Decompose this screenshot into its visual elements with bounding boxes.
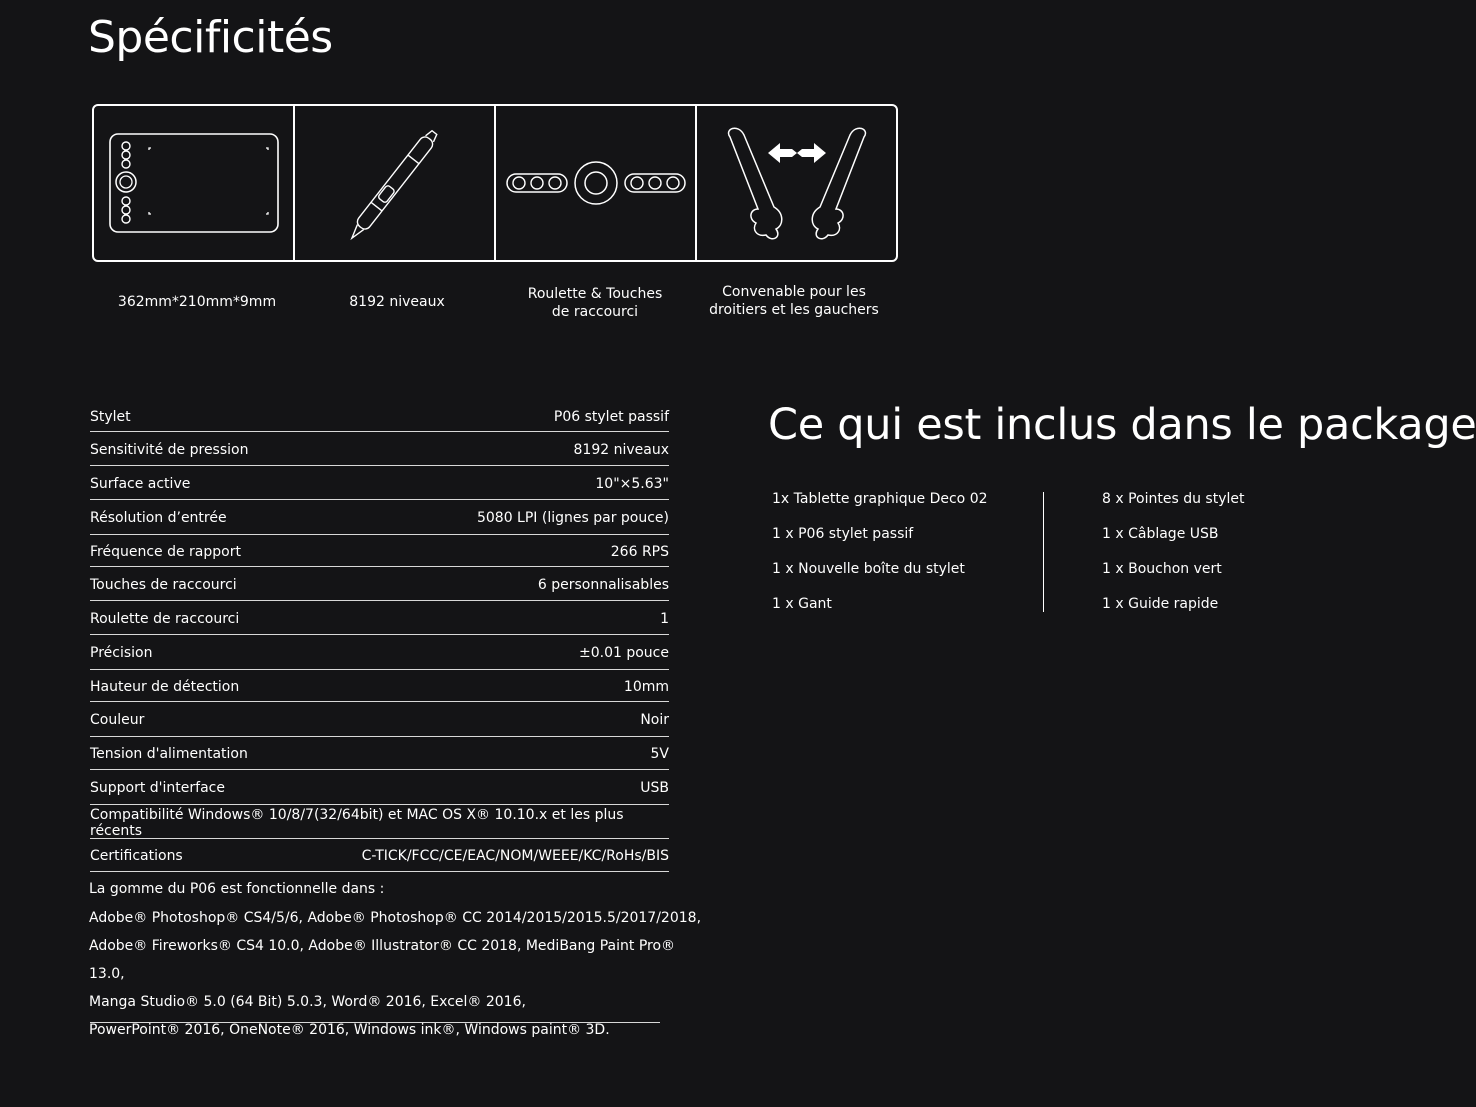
hands-swap-icon (722, 125, 872, 241)
spec-label: Touches de raccourci (90, 576, 237, 593)
spec-value: 10"×5.63" (595, 475, 669, 492)
spec-value: 5080 LPI (lignes par pouce) (476, 510, 669, 526)
spec-label: Résolution d’entrée (90, 510, 227, 526)
eraser-compatibility (89, 874, 709, 1044)
spec-label: Hauteur de détection (90, 678, 240, 695)
spec-label: Stylet (90, 408, 131, 425)
spec-value: 5V (650, 746, 669, 762)
spec-row-pressure (90, 432, 669, 466)
tablet-icon (108, 132, 280, 234)
feature-caption-wheel-line1: Roulette & Touches (527, 286, 663, 302)
spec-row-color (90, 702, 669, 737)
spec-value: 8192 niveaux (573, 441, 669, 458)
feature-caption-hands-line2: droitiers et les gauchers (709, 302, 879, 318)
spec-row-stylus (90, 400, 669, 432)
spec-value: ±0.01 pouce (579, 645, 669, 661)
feature-wheel-keys (496, 106, 697, 260)
feature-caption-hands-line1: Convenable pour les (722, 284, 866, 300)
spec-label: Support d'interface (90, 780, 225, 796)
spec-row-shortcut-wheel (90, 601, 669, 635)
eraser-line: Adobe® Photoshop® CS4/5/6, Adobe® Photoshop® CC 2014/2015/2015.5/2017/2018, (89, 910, 702, 926)
spec-row-active-area (90, 466, 669, 500)
spec-row-compatibility (90, 805, 669, 839)
spec-label: Sensitivité de pression (90, 441, 249, 458)
spec-row-reading-height (90, 670, 669, 702)
feature-tablet (94, 106, 295, 260)
spec-label: Surface active (90, 475, 191, 492)
spec-value: Noir (640, 712, 669, 728)
stylus-pen-icon (325, 118, 465, 248)
feature-pen (295, 106, 496, 260)
spec-row-shortcut-keys (90, 567, 669, 601)
page-title: Spécificités (88, 12, 333, 63)
spec-label: Précision (90, 645, 153, 661)
spec-value: P06 stylet passif (553, 408, 669, 425)
spec-label: Couleur (90, 712, 145, 728)
feature-hands (697, 106, 896, 260)
package-item: 1 x Câblage USB (1102, 526, 1219, 542)
feature-caption-levels: 8192 niveaux (349, 294, 445, 310)
eraser-heading: La gomme du P06 est fonctionnelle dans : (89, 881, 385, 897)
package-list-left (772, 482, 988, 622)
spec-row-resolution (90, 500, 669, 535)
specs-table (90, 400, 669, 872)
spec-row-certifications (90, 839, 669, 872)
package-item: 1 x Gant (772, 596, 832, 612)
spec-row-voltage (90, 737, 669, 770)
spec-label: Fréquence de rapport (90, 543, 241, 560)
spec-value: 266 RPS (610, 543, 669, 560)
feature-caption-wheel-line2: de raccourci (551, 304, 639, 320)
package-item: 1 x Bouchon vert (1102, 561, 1222, 577)
package-divider (1043, 492, 1044, 612)
feature-caption-size: 362mm*210mm*9mm (117, 294, 277, 310)
spec-value: 10mm (623, 678, 669, 695)
spec-row-report-rate (90, 535, 669, 567)
spec-value: USB (640, 780, 669, 796)
spec-label: Compatibilité Windows® 10/8/7(32/64bit) et MAC OS X® 10.10.x et les plus récents (90, 806, 624, 839)
spec-label: Certifications (90, 848, 183, 864)
package-list-right (1102, 482, 1244, 622)
wheel-keys-icon (505, 151, 687, 215)
package-title: Ce qui est inclus dans le package (768, 400, 1476, 450)
eraser-line: Adobe® Fireworks® CS4 10.0, Adobe® Illustrator® CC 2018, MediBang Paint Pro® 13.0, (89, 938, 676, 982)
eraser-line: Manga Studio® 5.0 (64 Bit) 5.0.3, Word® 2016, Excel® 2016, (89, 994, 526, 1010)
spec-value: 1 (660, 610, 669, 627)
divider (90, 1022, 660, 1023)
feature-caption-wheel (495, 285, 695, 321)
package-item: 8 x Pointes du stylet (1102, 491, 1245, 507)
spec-value: 6 personnalisables (537, 576, 669, 593)
package-item: 1x Tablette graphique Deco 02 (772, 491, 988, 507)
spec-label: Tension d'alimentation (90, 746, 248, 762)
feature-caption-hands (694, 283, 894, 319)
spec-value: C-TICK/FCC/CE/EAC/NOM/WEEE/KC/RoHs/BIS (361, 848, 669, 864)
eraser-line: PowerPoint® 2016, OneNote® 2016, Windows ink®, Windows paint® 3D. (89, 1022, 610, 1038)
spec-row-accuracy (90, 635, 669, 670)
package-item: 1 x Nouvelle boîte du stylet (772, 561, 965, 577)
package-item: 1 x Guide rapide (1102, 596, 1219, 612)
package-item: 1 x P06 stylet passif (772, 526, 914, 542)
spec-row-interface (90, 770, 669, 805)
features-strip (92, 104, 898, 262)
spec-label: Roulette de raccourci (90, 610, 240, 627)
